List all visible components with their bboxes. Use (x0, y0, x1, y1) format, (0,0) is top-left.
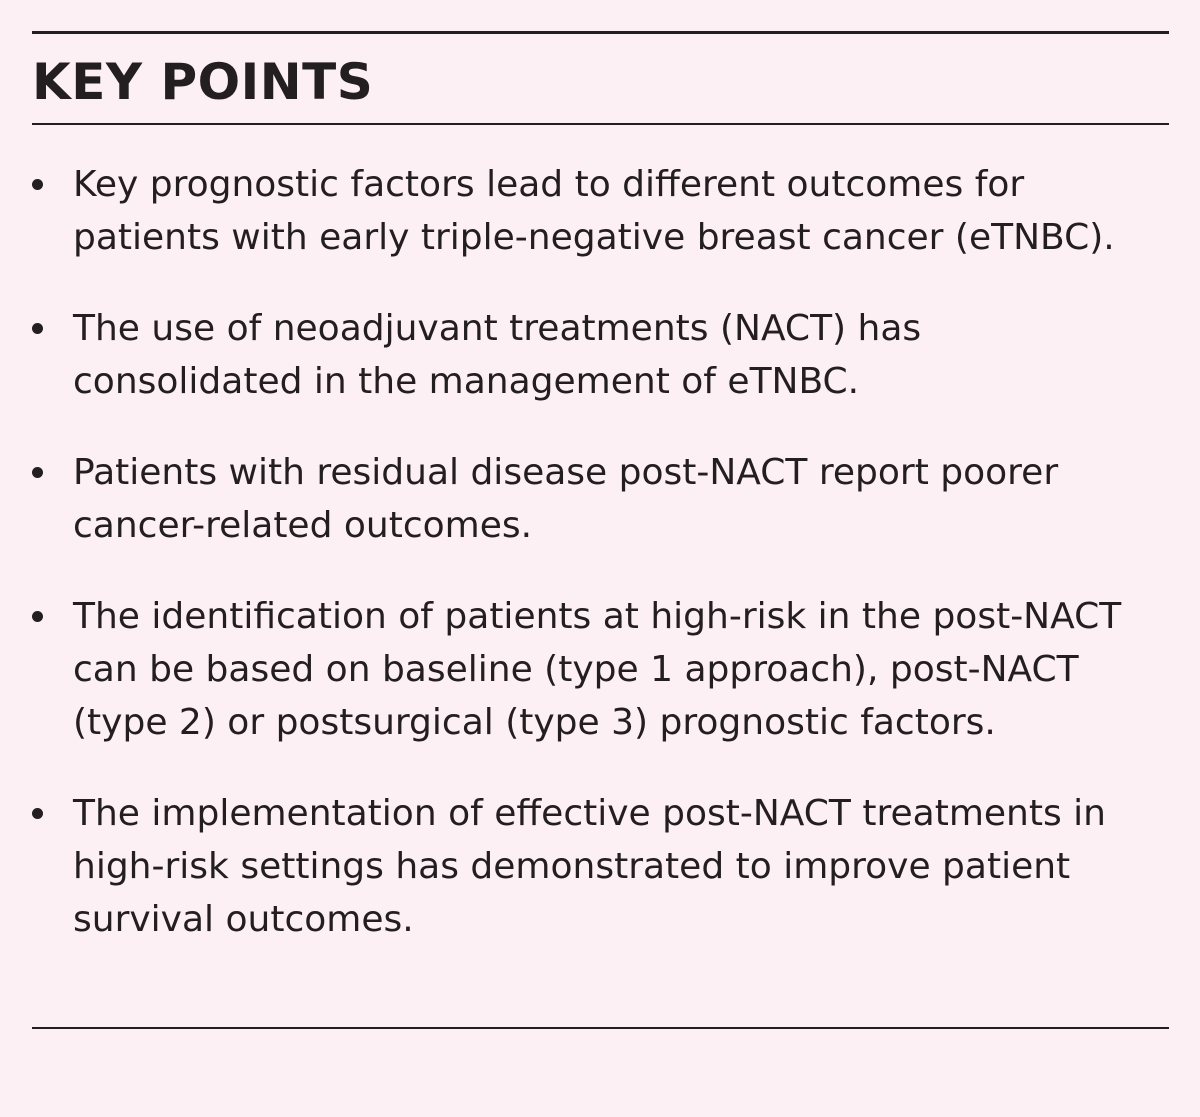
bullet-icon (32, 323, 43, 334)
list-item (32, 590, 1133, 749)
list-item (32, 302, 1073, 408)
point-text: Patients with residual disease post-NACT report poorer cancer-related outcomes. (73, 452, 1059, 546)
bullet-icon (32, 467, 43, 478)
bullet-icon (32, 179, 43, 190)
page-title: KEY POINTS (32, 53, 374, 111)
list-item (32, 158, 1172, 264)
point-text: The identification of patients at high-risk in the post-NACT can be based on baseline (type 1 approach), post-NACT (type 2) or postsurgical (type 3) prognostic factors. (73, 596, 1122, 743)
bullet-icon (32, 808, 43, 819)
point-text: Key prognostic factors lead to different outcomes for patients with early triple-negative breast cancer (eTNBC). (73, 164, 1115, 258)
bullet-icon (32, 611, 43, 622)
heading-rule (32, 123, 1169, 125)
key-points-list (32, 158, 1172, 984)
point-text: The use of neoadjuvant treatments (NACT) has consolidated in the management of eTNBC. (73, 308, 922, 402)
point-text: The implementation of effective post-NACT treatments in high-risk settings has demonstrated to improve patient survival outcomes. (73, 793, 1106, 940)
bottom-rule (32, 1027, 1169, 1029)
list-item (32, 787, 1172, 946)
list-item (32, 446, 1172, 552)
top-rule (32, 31, 1169, 34)
